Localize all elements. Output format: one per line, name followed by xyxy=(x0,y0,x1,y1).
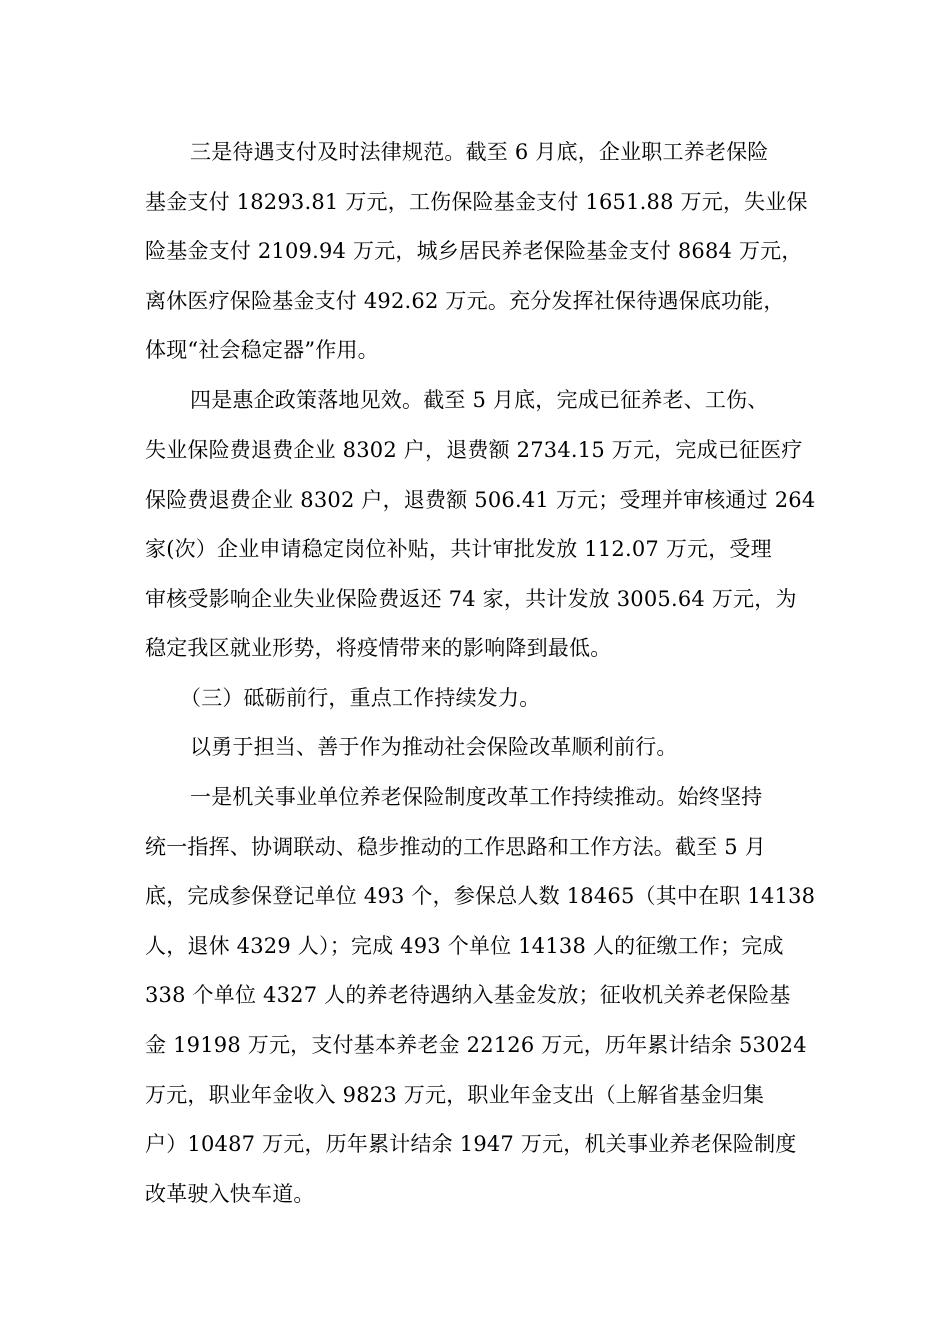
line-text: 338 个单位 4327 人的养老待遇纳入基金发放；征收机关养老保险基 xyxy=(145,983,791,1007)
line-text: 保险费退费企业 8302 户，退费额 506.41 万元；受理并审核通过 264 xyxy=(145,488,816,512)
text-line xyxy=(0,921,950,971)
section-heading xyxy=(0,673,950,723)
text-line xyxy=(0,772,950,822)
line-text: 离休医疗保险基金支付 492.62 万元。充分发挥社保待遇保底功能， xyxy=(145,289,785,313)
text-line xyxy=(0,475,950,525)
line-text: 人，退休 4329 人）；完成 493 个单位 14138 人的征缴工作；完成 xyxy=(145,934,784,958)
line-text: 三是待遇支付及时法律规范。截至 6 月底，企业职工养老保险 xyxy=(190,140,769,164)
line-text: 稳定我区就业形势，将疫情带来的影响降到最低。 xyxy=(145,636,612,660)
text-line xyxy=(0,325,950,375)
line-text: 万元，职业年金收入 9823 万元，职业年金支出（上解省基金归集 xyxy=(145,1083,765,1107)
line-text: 统一指挥、协调联动、稳步推动的工作思路和工作方法。截至 5 月 xyxy=(145,835,766,859)
line-text: 改革驶入快车道。 xyxy=(145,1182,315,1206)
line-text: 金 19198 万元，支付基本养老金 22126 万元，历年累计结余 53024 xyxy=(145,1033,807,1057)
text-line xyxy=(0,1020,950,1070)
text-line xyxy=(0,623,950,673)
text-line xyxy=(0,722,950,772)
line-text: 险基金支付 2109.94 万元，城乡居民养老保险基金支付 8684 万元， xyxy=(145,239,803,263)
text-line xyxy=(0,871,950,921)
line-text: 体现“社会稳定器”作用。 xyxy=(145,338,379,362)
text-line xyxy=(0,177,950,227)
text-line xyxy=(0,276,950,326)
text-line xyxy=(0,1169,950,1219)
text-line xyxy=(0,226,950,276)
line-text: 失业保险费退费企业 8302 户，退费额 2734.15 万元，完成已征医疗 xyxy=(145,438,803,462)
line-text: 户）10487 万元，历年累计结余 1947 万元，机关事业养老保险制度 xyxy=(145,1132,797,1156)
text-line xyxy=(0,375,950,425)
line-text: 以勇于担当、善于作为推动社会保险改革顺利前行。 xyxy=(190,735,678,759)
line-text: 家(次）企业申请稳定岗位补贴，共计审批发放 112.07 万元，受理 xyxy=(145,537,772,561)
line-text: （三）砥砺前行，重点工作持续发力。 xyxy=(180,686,541,710)
text-line xyxy=(0,127,950,177)
text-line xyxy=(0,1119,950,1169)
text-line xyxy=(0,1070,950,1120)
text-line xyxy=(0,822,950,872)
text-line xyxy=(0,574,950,624)
line-text: 四是惠企政策落地见效。截至 5 月底，完成已征养老、工伤、 xyxy=(190,388,769,412)
line-text: 审核受影响企业失业保险费返还 74 家，共计发放 3005.64 万元，为 xyxy=(145,587,797,611)
line-text: 基金支付 18293.81 万元，工伤保险基金支付 1651.88 万元，失业保 xyxy=(145,190,808,214)
text-line xyxy=(0,425,950,475)
text-line xyxy=(0,970,950,1020)
text-line xyxy=(0,524,950,574)
line-text: 底，完成参保登记单位 493 个，参保总人数 18465（其中在职 14138 xyxy=(145,884,816,908)
line-text: 一是机关事业单位养老保险制度改革工作持续推动。始终坚持 xyxy=(190,785,763,809)
